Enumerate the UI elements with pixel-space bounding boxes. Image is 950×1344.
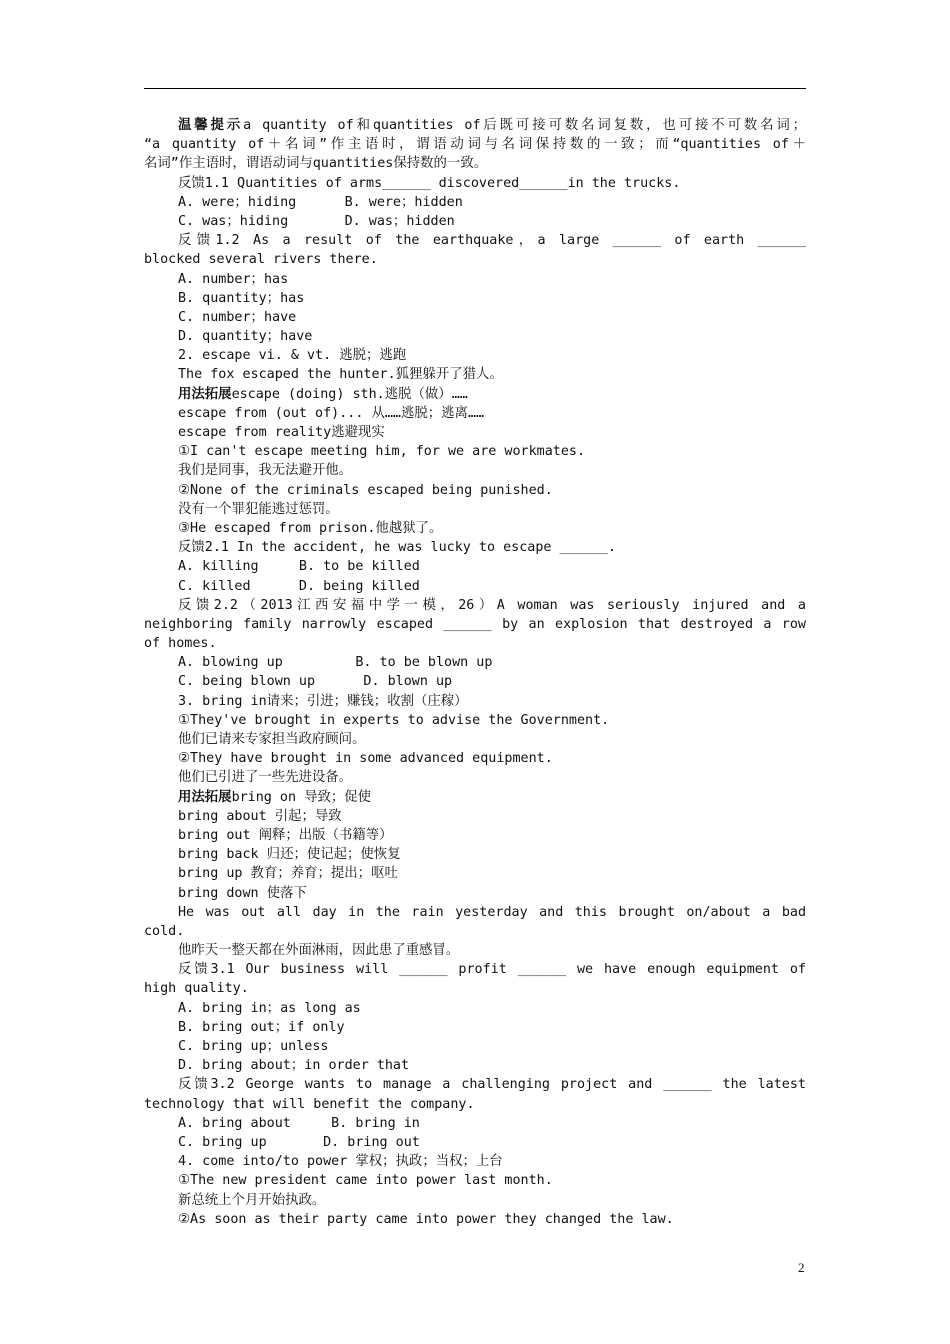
text-line: 4. come into/to power 掌权；执政；当权；上台 [178,1154,503,1170]
text-line: C. bring up D. bring out [178,1134,420,1150]
text-line: ①They've brought in experts to advise the Government. [178,712,610,728]
document-body [144,116,806,1229]
text-line: of homes. [144,636,217,652]
text-line: B. quantity；has [178,290,305,306]
text-line: cold. [144,923,185,939]
text-line: ①I can't escape meeting him, for we are workmates. [178,444,586,460]
bold-label: 用法拓展 [178,386,232,402]
text-line [144,116,806,135]
text-line: 他昨天一整天都在外面淋雨，因此患了重感冒。 [178,943,460,959]
text-line: He was out all day in the rain yesterday and this brought on/about a bad [178,904,806,920]
text-line: 新总统上个月开始执政。 [178,1192,326,1208]
text-line: The fox escaped the hunter.狐狸躲开了猎人。 [178,367,503,383]
text-line: 2. escape vi. & vt. 逃脱；逃跑 [178,348,407,364]
text-line: 反馈1.1 Quantities of arms______ discovered______in the trucks. [178,175,681,191]
text-line: ②They have brought in some advanced equipment. [178,751,553,767]
line-text: a quantity of和quantities of后既可接可数名词复数，也可接不可数名词； [243,118,807,133]
text-line: ②As soon as their party came into power they changed the law. [178,1211,674,1227]
page-number: 2 [798,1260,805,1275]
text-line: bring back 归还；使记起；使恢复 [178,847,401,863]
text-line: A. blowing up B. to be blown up [178,655,493,671]
text-line: ③He escaped from prison.他越狱了。 [178,520,443,536]
text-line: “a quantity of＋名词”作主语时，谓语动词与名词保持数的一致；而“quantities of＋ [144,137,806,153]
text-line: 3. bring in请来；引进；赚钱；收割（庄稼） [178,693,468,709]
text-line [144,788,806,807]
line-text: escape (doing) sth.逃脱（做）…… [231,386,468,402]
text-line: 我们是同事，我无法避开他。 [178,463,353,479]
text-line: A. killing B. to be killed [178,559,420,575]
text-line: escape from (out of)... 从……逃脱；逃离…… [178,405,485,421]
text-line: A. bring about B. bring in [178,1115,420,1131]
text-line: bring out 阐释；出版（书籍等） [178,827,393,843]
text-line: D. quantity；have [178,329,313,345]
text-line: bring up 教育；养育；提出；呕吐 [178,866,398,882]
text-line: 没有一个罪犯能逃过惩罚。 [178,501,339,517]
text-line: blocked several rivers there. [144,252,378,268]
text-line: technology that will benefit the company. [144,1096,475,1112]
text-line [144,385,806,404]
text-line: 反馈2.2（2013江西安福中学一模，26）A woman was seriously injured and a [178,597,806,613]
header-rule [144,88,806,89]
text-line: A. number；has [178,271,289,287]
text-line: 反馈3.2 George wants to manage a challenging project and ______ the latest [178,1077,806,1093]
bold-label: 用法拓展 [178,789,232,805]
text-line: bring about 引起；导致 [178,808,342,824]
text-line: bring down 使落下 [178,885,307,901]
text-line: A. were；hiding B. were；hidden [178,194,463,210]
text-line: neighboring family narrowly escaped ______ by an explosion that destroyed a row [144,616,806,632]
text-line: 他们已请来专家担当政府顾问。 [178,732,366,747]
text-line: high quality. [144,981,249,997]
text-line: C. being blown up D. blown up [178,674,453,690]
text-line: C. killed D. being killed [178,578,420,594]
text-line: ②None of the criminals escaped being punished. [178,482,553,498]
text-line: A. bring in；as long as [178,1000,361,1016]
text-line: 反馈1.2 As a result of the earthquake，a large ______ of earth ______ [178,233,806,249]
text-line: B. bring out；if only [178,1019,345,1035]
text-line: 反馈2.1 In the accident, he was lucky to escape ______. [178,540,616,556]
text-line: C. was；hiding D. was；hidden [178,213,455,229]
text-line: C. number；have [178,309,297,325]
text-line: escape from reality逃避现实 [178,425,385,440]
line-text: bring on 导致；促使 [231,789,372,805]
bold-label: 温馨提示 [178,118,244,133]
text-line: ①The new president came into power last month. [178,1173,553,1189]
text-line: D. bring about；in order that [178,1058,410,1074]
text-line: C. bring up；unless [178,1039,329,1054]
text-line: 他们已引进了一些先进设备。 [178,770,353,786]
text-line: 名词”作主语时，谓语动词与quantities保持数的一致。 [144,156,488,172]
text-line: 反馈3.1 Our business will ______ profit ______ we have enough equipment of [178,962,806,978]
